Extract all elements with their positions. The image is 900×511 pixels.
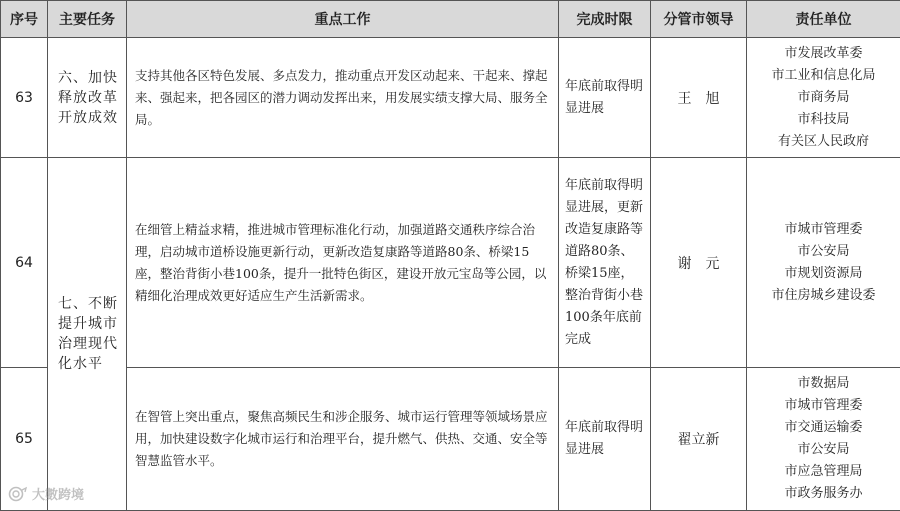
table-row bbox=[1, 368, 900, 511]
unit-item: 市工业和信息化局 bbox=[771, 67, 876, 83]
header-deadline: 完成时限 bbox=[559, 1, 651, 38]
responsible-units bbox=[747, 38, 900, 158]
header-leader: 分管市领导 bbox=[651, 1, 747, 38]
table-row bbox=[1, 38, 900, 158]
key-work: 在智管上突出重点，聚焦高频民生和涉企服务、城市运行管理等领域场景应用，加快建设数字化城市运行和治理平台，提升燃气、供热、交通、安全等智慧监管水平。 bbox=[127, 368, 559, 511]
unit-item: 有关区人民政府 bbox=[777, 133, 869, 149]
watermark-text: 大數跨境 bbox=[32, 488, 85, 503]
unit-item: 市商务局 bbox=[797, 89, 850, 105]
row-number: 65 bbox=[1, 368, 48, 511]
header-no: 序号 bbox=[1, 1, 48, 38]
main-task: 七、不断提升城市治理现代化水平 bbox=[48, 158, 127, 511]
unit-item: 市发展改革委 bbox=[784, 45, 863, 61]
table-header-row bbox=[1, 1, 900, 38]
table-row bbox=[1, 158, 900, 368]
unit-item: 市应急管理局 bbox=[784, 464, 863, 479]
leader: 王 旭 bbox=[651, 38, 747, 158]
unit-item: 市城市管理委 bbox=[784, 221, 863, 237]
header-task: 主要任务 bbox=[48, 1, 127, 38]
responsible-units bbox=[747, 158, 900, 368]
responsible-units bbox=[747, 368, 900, 511]
unit-item: 市公安局 bbox=[797, 442, 850, 457]
header-units: 责任单位 bbox=[747, 1, 900, 38]
unit-item: 市城市管理委 bbox=[784, 398, 863, 413]
unit-item: 市公安局 bbox=[797, 243, 850, 259]
deadline: 年底前取得明显进展，更新改造复康路等道路80条、桥梁15座，整治背街小巷100条年底前完成 bbox=[559, 158, 651, 368]
deadline: 年底前取得明显进展 bbox=[559, 368, 651, 511]
unit-item: 市交通运输委 bbox=[784, 420, 863, 435]
unit-item: 市科技局 bbox=[797, 111, 850, 127]
unit-item: 市政务服务办 bbox=[784, 486, 863, 501]
row-number: 63 bbox=[1, 38, 48, 158]
leader: 翟立新 bbox=[651, 368, 747, 511]
key-work: 在细管上精益求精，推进城市管理标准化行动，加强道路交通秩序综合治理，启动城市道桥设施更新行动，更新改造复康路等道路80条、桥梁15座，整治背街小巷100条，提升一批特色街区，建设开放元宝岛等公园，以精细化治理成效更好适应生产生活新需求。 bbox=[127, 158, 559, 368]
row-number: 64 bbox=[1, 158, 48, 368]
deadline: 年底前取得明显进展 bbox=[559, 38, 651, 158]
unit-item: 市数据局 bbox=[797, 376, 850, 391]
main-task: 六、加快释放改革开放成效 bbox=[48, 38, 127, 158]
header-work: 重点工作 bbox=[127, 1, 559, 38]
unit-item: 市住房城乡建设委 bbox=[771, 287, 876, 303]
unit-item: 市规划资源局 bbox=[784, 265, 863, 281]
leader: 谢 元 bbox=[651, 158, 747, 368]
key-work: 支持其他各区特色发展、多点发力，推动重点开发区动起来、干起来、撑起来、强起来，把各园区的潜力调动发挥出来，用发展实绩支撑大局、服务全局。 bbox=[127, 38, 559, 158]
